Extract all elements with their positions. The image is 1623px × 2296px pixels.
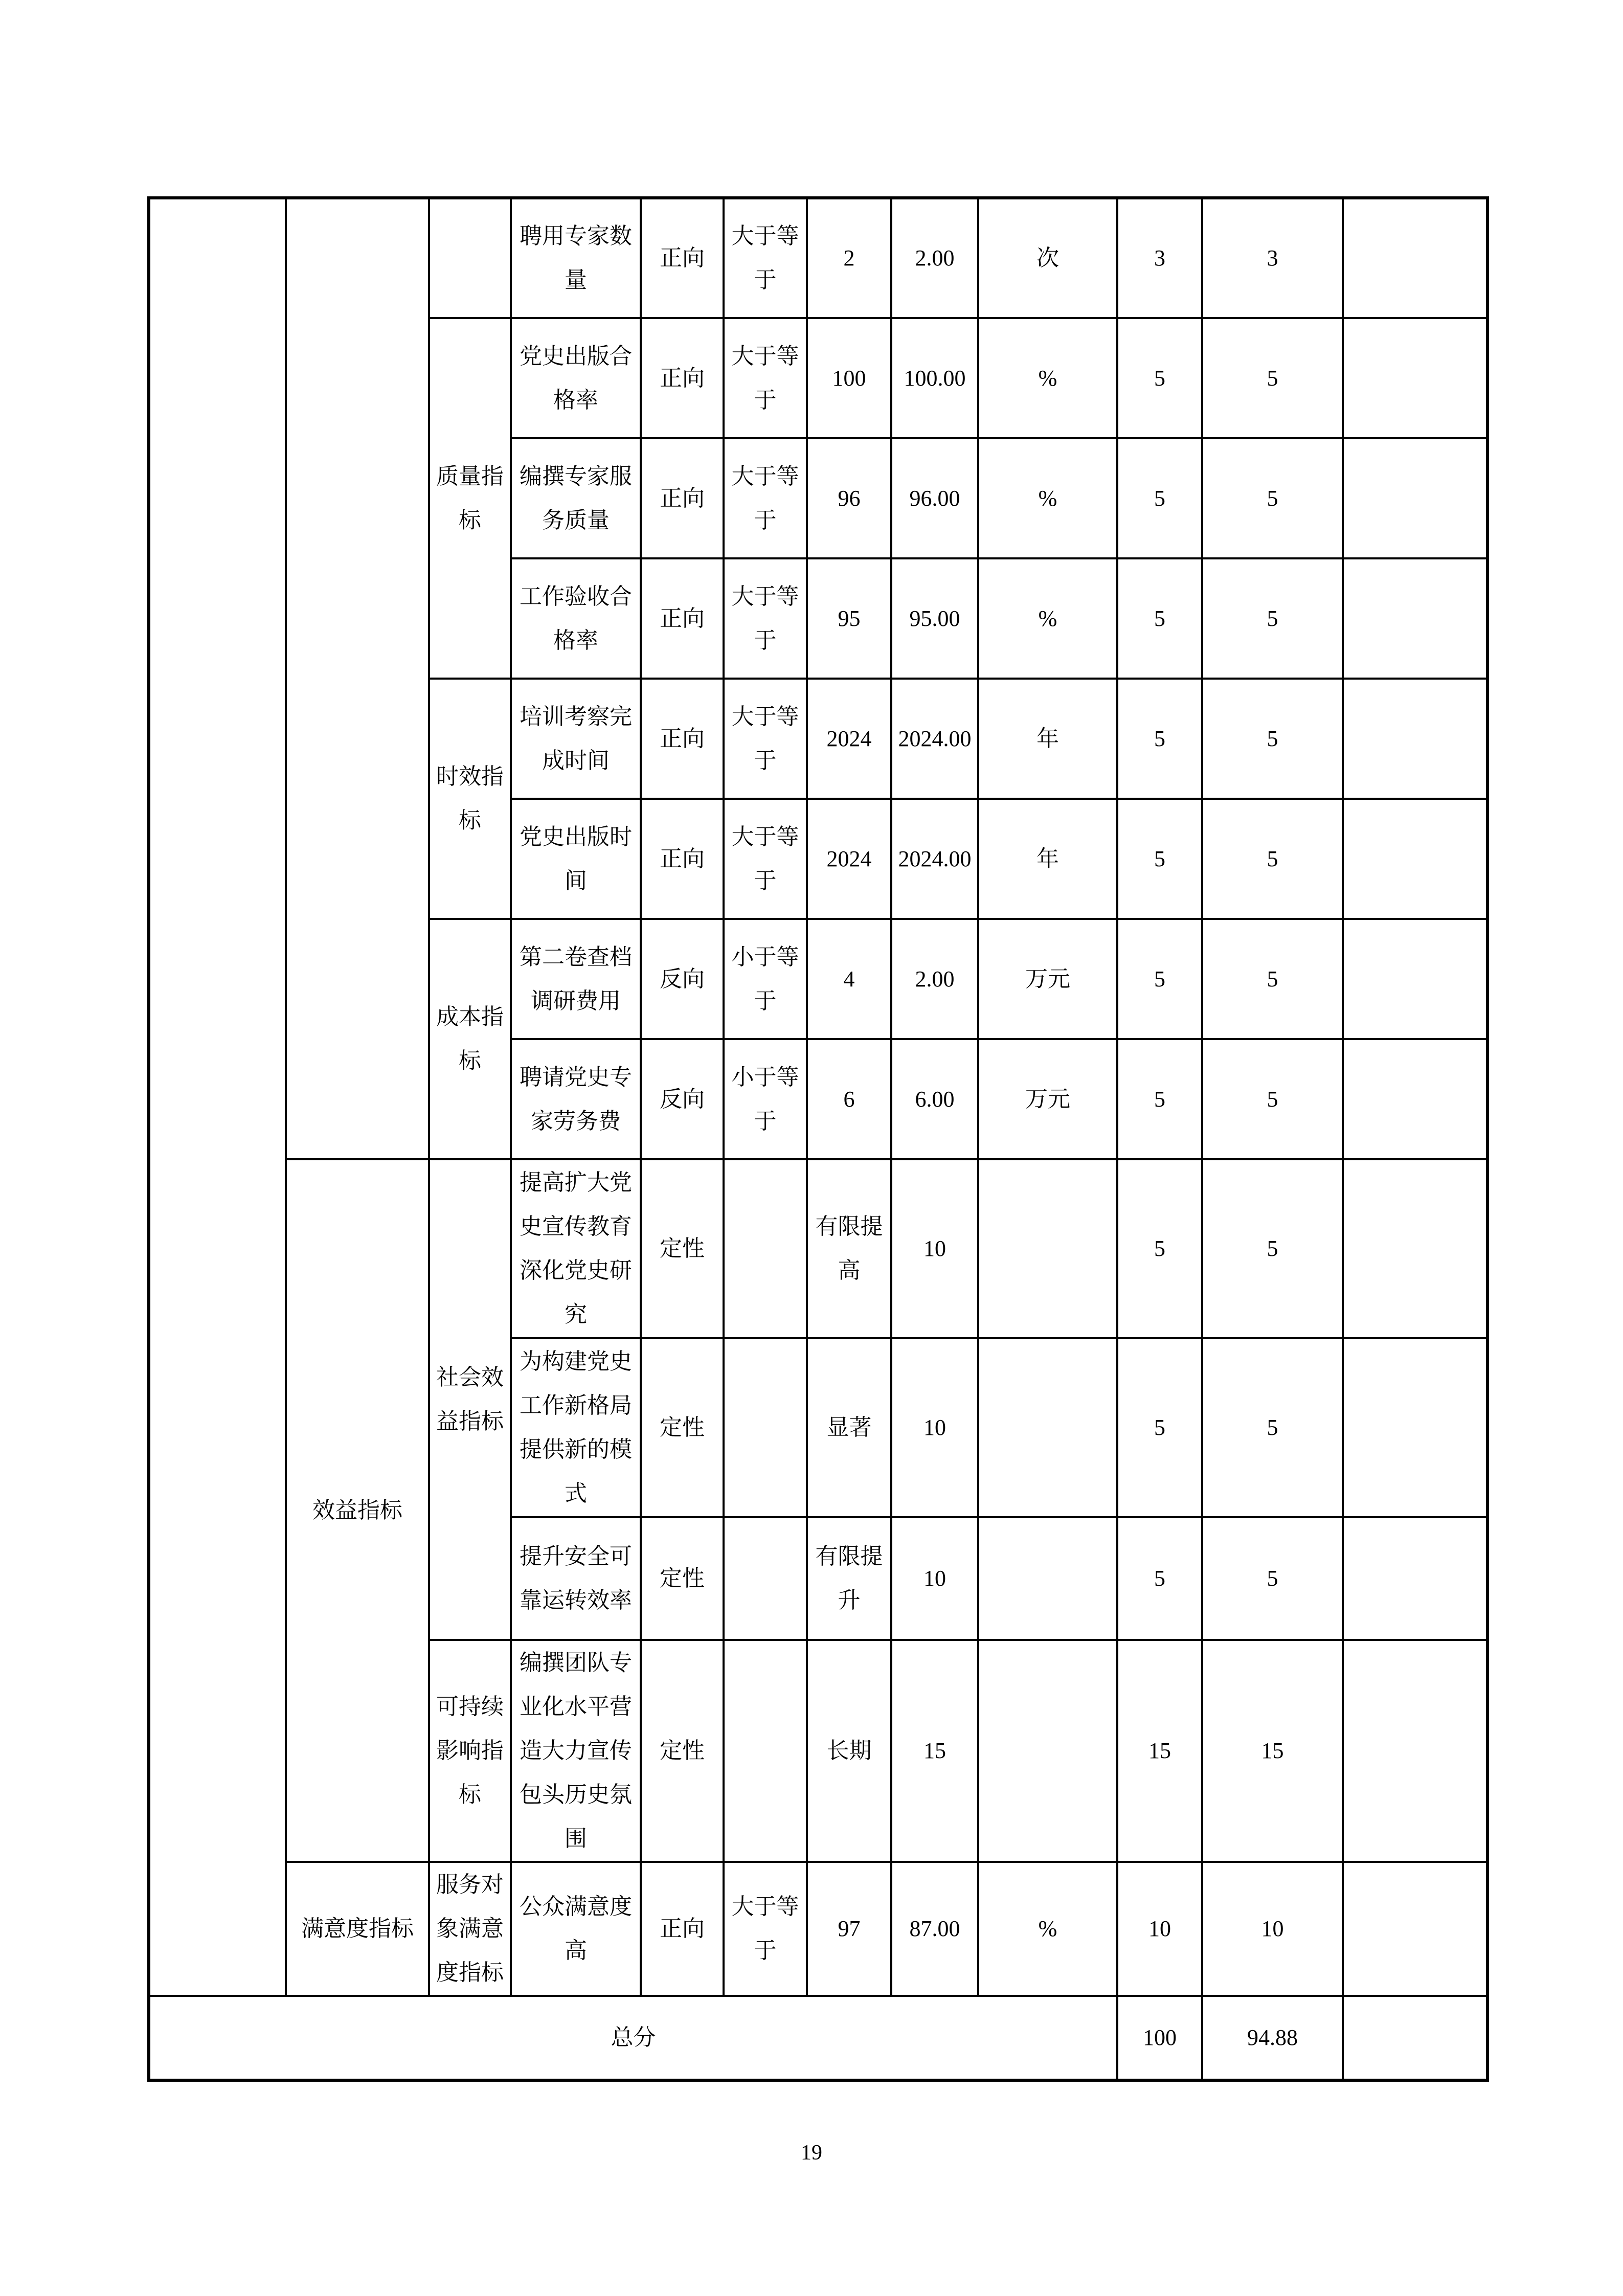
indicator-score: 10 — [1202, 1862, 1343, 1996]
total-remark — [1343, 1996, 1487, 2080]
indicator-score: 5 — [1202, 438, 1343, 558]
indicator-comparison — [724, 1338, 807, 1517]
indicator-actual: 10 — [891, 1159, 978, 1338]
indicator-unit: 万元 — [978, 1039, 1117, 1159]
indicator-score: 5 — [1202, 1159, 1343, 1338]
indicator-score: 5 — [1202, 558, 1343, 679]
group-quality-cell: 质量指标 — [429, 318, 511, 679]
indicator-name: 为构建党史工作新格局提供新的模式 — [511, 1338, 641, 1517]
indicator-target: 2 — [807, 198, 891, 318]
indicator-weight: 5 — [1117, 679, 1202, 799]
indicator-direction: 正向 — [641, 679, 724, 799]
indicator-comparison: 小于等于 — [724, 919, 807, 1039]
indicator-weight: 3 — [1117, 198, 1202, 318]
indicator-remark — [1343, 1640, 1487, 1862]
group-sustainable-impact-cell: 可持续影响指标 — [429, 1640, 511, 1862]
indicator-actual: 2.00 — [891, 919, 978, 1039]
indicator-actual: 2.00 — [891, 198, 978, 318]
indicator-target: 96 — [807, 438, 891, 558]
category-continuation-cell — [286, 198, 429, 1159]
indicator-unit: 年 — [978, 679, 1117, 799]
indicator-target: 长期 — [807, 1640, 891, 1862]
indicator-direction: 正向 — [641, 1862, 724, 1996]
indicator-weight: 5 — [1117, 919, 1202, 1039]
indicator-unit — [978, 1159, 1117, 1338]
total-weight: 100 — [1117, 1996, 1202, 2080]
indicator-name: 聘请党史专家劳务费 — [511, 1039, 641, 1159]
indicator-score: 5 — [1202, 799, 1343, 919]
indicator-unit: % — [978, 438, 1117, 558]
indicator-actual: 6.00 — [891, 1039, 978, 1159]
indicator-actual: 2024.00 — [891, 679, 978, 799]
indicator-score: 5 — [1202, 318, 1343, 438]
indicator-target: 6 — [807, 1039, 891, 1159]
indicator-unit: % — [978, 1862, 1117, 1996]
indicator-name: 编撰团队专业化水平营造大力宣传包头历史氛围 — [511, 1640, 641, 1862]
indicator-remark — [1343, 799, 1487, 919]
group-service-object-satisfaction-cell: 服务对象满意度指标 — [429, 1862, 511, 1996]
group-cost-cell: 成本指标 — [429, 919, 511, 1159]
indicator-direction: 定性 — [641, 1338, 724, 1517]
indicator-direction: 定性 — [641, 1640, 724, 1862]
indicator-weight: 5 — [1117, 1517, 1202, 1640]
indicator-score: 5 — [1202, 1517, 1343, 1640]
indicator-name: 编撰专家服务质量 — [511, 438, 641, 558]
indicator-comparison: 大于等于 — [724, 679, 807, 799]
group-timeliness-cell: 时效指标 — [429, 679, 511, 919]
indicator-unit — [978, 1517, 1117, 1640]
table-row — [149, 1159, 1487, 1338]
indicator-name: 第二卷查档调研费用 — [511, 919, 641, 1039]
indicator-remark — [1343, 1159, 1487, 1338]
indicator-weight: 5 — [1117, 799, 1202, 919]
indicator-comparison: 大于等于 — [724, 318, 807, 438]
indicator-actual: 96.00 — [891, 438, 978, 558]
indicator-remark — [1343, 1338, 1487, 1517]
indicator-weight: 5 — [1117, 438, 1202, 558]
indicator-direction: 反向 — [641, 1039, 724, 1159]
indicator-name: 培训考察完成时间 — [511, 679, 641, 799]
indicator-weight: 5 — [1117, 558, 1202, 679]
indicator-actual: 10 — [891, 1338, 978, 1517]
indicator-direction: 反向 — [641, 919, 724, 1039]
indicator-score: 5 — [1202, 1039, 1343, 1159]
indicator-target: 95 — [807, 558, 891, 679]
indicator-weight: 5 — [1117, 1338, 1202, 1517]
indicator-score: 5 — [1202, 919, 1343, 1039]
total-label: 总分 — [149, 1996, 1117, 2080]
group-satisfaction-cell: 满意度指标 — [286, 1862, 429, 1996]
indicator-actual: 95.00 — [891, 558, 978, 679]
indicator-target: 有限提高 — [807, 1159, 891, 1338]
indicator-target: 4 — [807, 919, 891, 1039]
indicator-direction: 正向 — [641, 558, 724, 679]
indicator-direction: 正向 — [641, 799, 724, 919]
indicator-comparison: 小于等于 — [724, 1039, 807, 1159]
indicator-name: 党史出版时间 — [511, 799, 641, 919]
indicator-weight: 5 — [1117, 1039, 1202, 1159]
indicator-comparison — [724, 1159, 807, 1338]
indicator-direction: 定性 — [641, 1159, 724, 1338]
indicator-actual: 87.00 — [891, 1862, 978, 1996]
indicator-remark — [1343, 198, 1487, 318]
indicator-name: 提升安全可靠运转效率 — [511, 1517, 641, 1640]
indicator-score: 5 — [1202, 679, 1343, 799]
indicator-actual: 15 — [891, 1640, 978, 1862]
indicator-unit — [978, 1640, 1117, 1862]
indicator-weight: 15 — [1117, 1640, 1202, 1862]
indicator-target: 有限提升 — [807, 1517, 891, 1640]
indicator-name: 聘用专家数量 — [511, 198, 641, 318]
total-row — [149, 1996, 1487, 2080]
indicator-comparison: 大于等于 — [724, 558, 807, 679]
indicator-unit — [978, 1338, 1117, 1517]
indicator-target: 显著 — [807, 1338, 891, 1517]
left-spacer-column-cell — [149, 198, 286, 1996]
indicator-weight: 10 — [1117, 1862, 1202, 1996]
indicator-unit: % — [978, 558, 1117, 679]
indicator-unit: 万元 — [978, 919, 1117, 1039]
indicator-comparison: 大于等于 — [724, 438, 807, 558]
indicator-target: 97 — [807, 1862, 891, 1996]
indicator-comparison — [724, 1640, 807, 1862]
indicator-actual: 100.00 — [891, 318, 978, 438]
indicator-name: 公众满意度高 — [511, 1862, 641, 1996]
indicator-comparison: 大于等于 — [724, 198, 807, 318]
indicator-remark — [1343, 318, 1487, 438]
indicator-unit: % — [978, 318, 1117, 438]
performance-indicator-table — [147, 196, 1489, 2082]
indicator-remark — [1343, 919, 1487, 1039]
indicator-score: 3 — [1202, 198, 1343, 318]
table-row — [149, 198, 1487, 318]
indicator-direction: 定性 — [641, 1517, 724, 1640]
indicator-weight: 5 — [1117, 1159, 1202, 1338]
group-benefit-cell: 效益指标 — [286, 1159, 429, 1862]
table-row — [149, 1862, 1487, 1996]
indicator-actual: 10 — [891, 1517, 978, 1640]
subcategory-continuation-cell — [429, 198, 511, 318]
indicator-remark — [1343, 558, 1487, 679]
indicator-remark — [1343, 1517, 1487, 1640]
indicator-comparison: 大于等于 — [724, 1862, 807, 1996]
indicator-target: 100 — [807, 318, 891, 438]
indicator-comparison — [724, 1517, 807, 1640]
indicator-target: 2024 — [807, 799, 891, 919]
indicator-weight: 5 — [1117, 318, 1202, 438]
indicator-direction: 正向 — [641, 198, 724, 318]
page-number: 19 — [801, 2141, 822, 2165]
indicator-score: 15 — [1202, 1640, 1343, 1862]
indicator-name: 党史出版合格率 — [511, 318, 641, 438]
group-social-benefit-cell: 社会效益指标 — [429, 1159, 511, 1640]
indicator-name: 工作验收合格率 — [511, 558, 641, 679]
indicator-remark — [1343, 1862, 1487, 1996]
indicator-name: 提高扩大党史宣传教育深化党史研究 — [511, 1159, 641, 1338]
indicator-score: 5 — [1202, 1338, 1343, 1517]
indicator-direction: 正向 — [641, 318, 724, 438]
indicator-remark — [1343, 1039, 1487, 1159]
indicator-target: 2024 — [807, 679, 891, 799]
indicator-remark — [1343, 679, 1487, 799]
indicator-direction: 正向 — [641, 438, 724, 558]
indicator-unit: 年 — [978, 799, 1117, 919]
indicator-actual: 2024.00 — [891, 799, 978, 919]
indicator-comparison: 大于等于 — [724, 799, 807, 919]
indicator-unit: 次 — [978, 198, 1117, 318]
total-score: 94.88 — [1202, 1996, 1343, 2080]
indicator-remark — [1343, 438, 1487, 558]
